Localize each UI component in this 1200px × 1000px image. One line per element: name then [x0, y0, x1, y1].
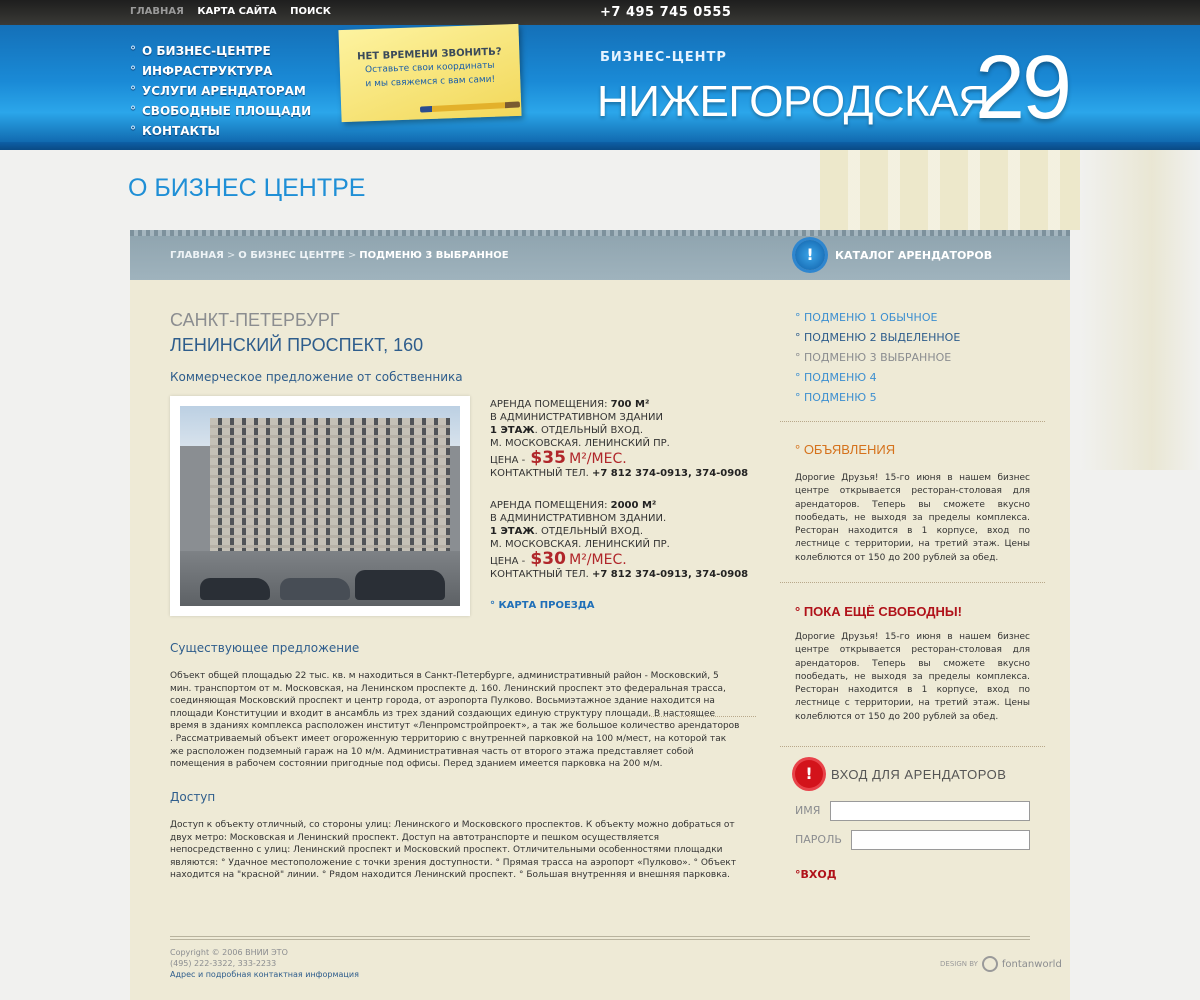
price-unit: М²/МЕС.	[569, 451, 627, 467]
price-label: ЦЕНА -	[490, 455, 526, 466]
breadcrumb-home[interactable]: ГЛАВНАЯ	[170, 250, 224, 261]
price-label: ЦЕНА -	[490, 556, 526, 567]
phone-number: +7 495 745 0555	[600, 5, 732, 20]
area-value: 700 М²	[610, 399, 650, 410]
submenu-item-5[interactable]: ° ПОДМЕНЮ 5	[795, 388, 960, 408]
metro: М. МОСКОВСКАЯ. ЛЕНИНСКИЙ ПР.	[490, 539, 670, 550]
announcements-text: Дорогие Друзья! 15-го июня в нашем бизнес центре открывается ресторан-столовая для арендаторов. Теперь вы сможете вкусно пообедать, не выходя за пределы комплекса. Ресторан находится в 1 корпусе, вход по лестнице с территории, на третий этаж. Цены колеблются от 150 до 200 рублей за обед.	[795, 473, 1030, 563]
topnav-search-link[interactable]: ПОИСК	[290, 6, 331, 17]
mainnav-item-contacts[interactable]: ° КОНТАКТЫ	[130, 121, 311, 141]
page-title: О БИЗНЕС ЦЕНТРЕ	[128, 174, 366, 202]
submenu-item-4[interactable]: ° ПОДМЕНЮ 4	[795, 368, 960, 388]
car-shape	[200, 578, 270, 600]
mainnav-item-about[interactable]: ° О БИЗНЕС-ЦЕНТРЕ	[130, 41, 311, 61]
footer-phones: (495) 222-3322, 333-2233	[170, 959, 277, 968]
fontanworld-logo-icon	[982, 956, 998, 972]
car-shape	[280, 578, 350, 600]
catalog-label: КАТАЛОГ АРЕНДАТОРОВ	[835, 248, 993, 262]
building-photo	[170, 396, 470, 616]
price-row	[490, 549, 748, 569]
map-link[interactable]: ° КАРТА ПРОЕЗДА	[490, 600, 595, 611]
building-decor-side	[1080, 150, 1200, 470]
copyright: Copyright © 2006 ВНИИ ЭТО	[170, 948, 288, 957]
top-nav	[130, 6, 341, 17]
price-row	[490, 448, 748, 468]
breadcrumb-current: ПОДМЕНЮ 3 ВЫБРАННОЕ	[359, 250, 509, 261]
callback-title: НЕТ ВРЕМЕНИ ЗВОНИТЬ?	[356, 46, 502, 63]
price-value: $30	[530, 549, 566, 569]
car-shape	[355, 570, 445, 600]
password-label: ПАРОЛЬ	[795, 833, 842, 846]
main-nav	[130, 41, 311, 141]
topnav-sitemap-link[interactable]: КАРТА САЙТА	[197, 6, 277, 17]
entrance: . ОТДЕЛЬНЫЙ ВХОД.	[534, 425, 644, 436]
mainnav-item-infrastructure[interactable]: ° ИНФРАСТРУКТУРА	[130, 61, 311, 81]
submenu-item-2[interactable]: ° ПОДМЕНЮ 2 ВЫДЕЛЕННОЕ	[795, 328, 960, 348]
entrance: . ОТДЕЛЬНЫЙ ВХОД.	[534, 526, 644, 537]
building-decor	[820, 150, 1080, 230]
metro: М. МОСКОВСКАЯ. ЛЕНИНСКИЙ ПР.	[490, 438, 670, 449]
building-photo-image	[180, 406, 460, 606]
sub-menu	[795, 308, 960, 408]
designer-name: fontanworld	[1001, 958, 1062, 970]
floor: 1 ЭТАЖ	[490, 425, 535, 436]
divider	[780, 746, 1045, 747]
brand-label: БИЗНЕС-ЦЕНТР	[600, 50, 727, 65]
tel-value: +7 812 374-0913, 374-0908	[591, 569, 749, 580]
building-type: В АДМИНИСТРАТИВНОМ ЗДАНИИ.	[490, 513, 667, 524]
divider	[780, 421, 1045, 422]
footer-divider	[170, 936, 1030, 940]
submenu-item-1[interactable]: ° ПОДМЕНЮ 1 ОБЫЧНОЕ	[795, 308, 960, 328]
existing-offer-heading: Существующее предложение	[170, 641, 360, 655]
building-type: В АДМИНИСТРАТИВНОМ ЗДАНИИ	[490, 412, 663, 423]
mainnav-item-free-space[interactable]: ° СВОБОДНЫЕ ПЛОЩАДИ	[130, 101, 311, 121]
login-title: ВХОД ДЛЯ АРЕНДАТОРОВ	[831, 766, 1007, 782]
price-value: $35	[530, 448, 566, 468]
free-space-heading: ° ПОКА ЕЩЁ СВОБОДНЫ!	[795, 604, 962, 619]
floor: 1 ЭТАЖ	[490, 526, 535, 537]
address-link[interactable]: Адрес и подробная контактная информация	[170, 970, 359, 979]
offer-heading: Коммерческое предложение от собственника	[170, 370, 463, 384]
breadcrumb-section[interactable]: О БИЗНЕС ЦЕНТРЕ	[238, 250, 345, 261]
breadcrumb-sep: >	[226, 250, 236, 261]
breadcrumb-sep: >	[347, 250, 357, 261]
catalog-link[interactable]	[795, 240, 992, 270]
divider	[780, 582, 1045, 583]
divider	[640, 716, 756, 717]
building-shape	[210, 418, 450, 558]
callback-line-1: Оставьте свои координаты	[364, 60, 495, 76]
brand-number: 29	[975, 38, 1070, 138]
callback-line-2: и мы свяжемся с вам сами!	[365, 74, 496, 90]
breadcrumb	[170, 250, 509, 261]
announcements-heading: ° ОБЪЯВЛЕНИЯ	[795, 442, 895, 457]
listing-item-1	[490, 398, 748, 480]
login-heading	[795, 760, 1006, 788]
access-heading: Доступ	[170, 790, 216, 804]
designer-credit[interactable]	[940, 956, 1062, 972]
listing-street: ЛЕНИНСКИЙ ПРОСПЕКТ, 160	[170, 335, 424, 355]
footer-info	[170, 947, 359, 980]
existing-offer-text: Объект общей площадью 22 тыс. кв. м находиться в Санкт-Петербурге, административный район - Московский, 5 мин. транспортом от м. Московская, на Ленинском проспекте д. 160. Ленинский проспект это федеральная трасса, соединяющая Московский проспект и центр города, от аэропорта Пулково. Восьмиэтажное здание находится на площади Конституции и входит в ансамбль из трех зданий создающих единую структуру площади. В настоящее время в зданиях комплекса расположен институт «Ленпромстройпроект», а так же большое количество арендаторов . Рассматриваемый объект имеет огороженную территорию с внутренней парковкой на 100 м/мест, на которой так же расположен подземный гараж на 10 м/м. Административная часть от второго этажа представляет собой помещения в рабочем состоянии пригодные под офисы. Перед зданием имеется парковка на 200 м/м.	[170, 671, 740, 770]
tel-value: +7 812 374-0913, 374-0908	[591, 468, 749, 479]
name-label: ИМЯ	[795, 804, 821, 817]
name-input[interactable]	[830, 801, 1030, 821]
free-space-text: Дорогие Друзья! 15-го июня в нашем бизнес центре открывается ресторан-столовая для арендаторов. Теперь вы сможете вкусно пообедать, не выходя за пределы комплекса. Ресторан находится в 1 корпусе, вход по лестнице с территории, на третий этаж. Цены колеблются от 150 до 200 рублей за обед.	[795, 632, 1030, 722]
mainnav-item-services[interactable]: ° УСЛУГИ АРЕНДАТОРАМ	[130, 81, 311, 101]
listing-item-2	[490, 499, 748, 581]
password-input[interactable]	[851, 830, 1030, 850]
exclamation-icon: !	[795, 760, 823, 788]
area-label: АРЕНДА ПОМЕЩЕНИЯ:	[490, 399, 608, 410]
submenu-item-3[interactable]: ° ПОДМЕНЮ 3 ВЫБРАННОЕ	[795, 348, 960, 368]
exclamation-icon: !	[795, 240, 825, 270]
top-bar	[0, 0, 1200, 25]
topnav-home-link[interactable]: ГЛАВНАЯ	[130, 6, 184, 17]
tel-label: КОНТАКТНЫЙ ТЕЛ.	[490, 569, 589, 580]
header	[0, 25, 1200, 150]
design-by-label: DESIGN BY	[940, 960, 978, 968]
access-text: Доступ к объекту отличный, со стороны улиц: Ленинского и Московского проспектов. К объекту можно добраться от двух метро: Московская и Ленинский проспект. Доступ на автотранспорте и пешком осуществляется непосредственно с улиц: Ленинский проспект и Московский проспект. Отличительными особенностями площадки являются: ° Удачное местоположение с точки зрения доступности. ° Прямая трасса на аэропорт «Пулково». ° Объект находится на "красной" линии. ° Рядом находится Ленинский проспект. ° Большая внутренняя и внешняя парковка.	[170, 820, 737, 881]
area-label: АРЕНДА ПОМЕЩЕНИЯ:	[490, 500, 608, 511]
area-value: 2000 М²	[610, 500, 657, 511]
price-unit: М²/МЕС.	[569, 552, 627, 568]
login-button[interactable]: ° ВХОД	[795, 868, 837, 881]
brand-name: НИЖЕГОРОДСКАЯ	[597, 77, 990, 126]
listing-city: САНКТ-ПЕТЕРБУРГ	[170, 310, 340, 330]
tel-label: КОНТАКТНЫЙ ТЕЛ.	[490, 468, 589, 479]
